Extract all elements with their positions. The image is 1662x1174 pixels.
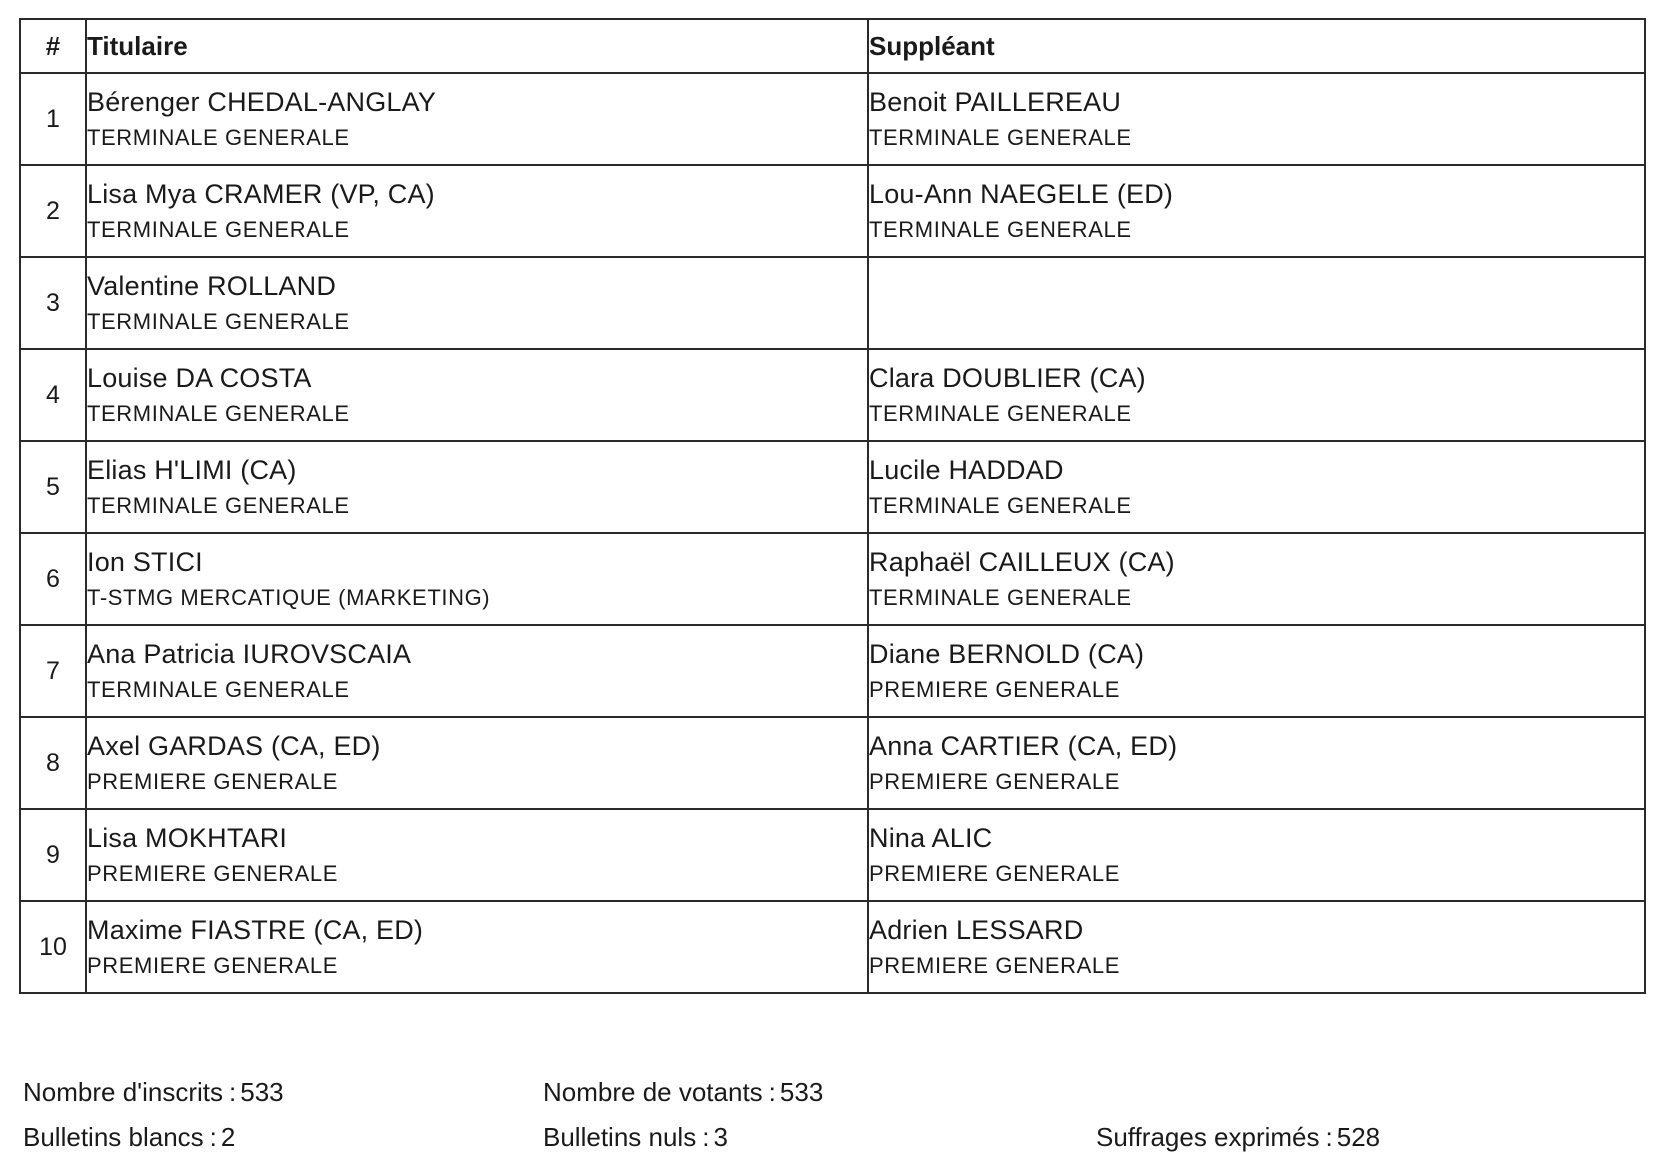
titulaire-class: T-STMG MERCATIQUE (MARKETING) — [87, 585, 491, 610]
suppleant-name: Diane BERNOLD (CA) — [869, 639, 1145, 669]
titulaire-class: PREMIERE GENERALE — [87, 953, 339, 978]
stat-inscrits-value: 533 — [240, 1077, 284, 1107]
suppleant-name: Lou-Ann NAEGELE (ED) — [869, 179, 1174, 209]
table-row — [20, 165, 1645, 257]
titulaire-name: Ana Patricia IUROVSCAIA — [87, 639, 412, 669]
suppleant-class: TERMINALE GENERALE — [869, 217, 1132, 242]
titulaire-cell — [86, 809, 868, 901]
suppleant-class: TERMINALE GENERALE — [869, 125, 1132, 150]
table-body — [20, 73, 1645, 993]
table-row — [20, 73, 1645, 165]
suppleant-cell — [868, 717, 1645, 809]
stat-nuls-label: Bulletins nuls — [543, 1122, 697, 1152]
titulaire-cell — [86, 717, 868, 809]
titulaire-name: Lisa MOKHTARI — [87, 823, 288, 853]
titulaire-cell — [86, 625, 868, 717]
suppleant-name: Lucile HADDAD — [869, 455, 1064, 485]
titulaire-cell — [86, 901, 868, 993]
titulaire-class: TERMINALE GENERALE — [87, 677, 350, 702]
suppleant-cell — [868, 73, 1645, 165]
titulaire-class: TERMINALE GENERALE — [87, 309, 350, 334]
stat-votants: Nombre de votants : 533 — [543, 1077, 824, 1107]
titulaire-class: TERMINALE GENERALE — [87, 401, 350, 426]
suppleant-name: Benoit PAILLEREAU — [869, 87, 1122, 117]
stat-inscrits: Nombre d'inscrits : 533 — [23, 1077, 284, 1107]
titulaire-name: Elias H'LIMI (CA) — [87, 455, 297, 485]
suppleant-cell — [868, 533, 1645, 625]
suppleant-name: Raphaël CAILLEUX (CA) — [869, 547, 1175, 577]
titulaire-class: TERMINALE GENERALE — [87, 493, 350, 518]
header-suppleant: Suppléant — [868, 19, 1645, 73]
table-row — [20, 441, 1645, 533]
table-header — [20, 19, 1645, 73]
titulaire-name: Lisa Mya CRAMER (VP, CA) — [87, 179, 435, 209]
row-number: 3 — [20, 257, 86, 349]
titulaire-name: Axel GARDAS (CA, ED) — [87, 731, 381, 761]
stat-blancs-value: 2 — [220, 1122, 236, 1152]
titulaire-cell — [86, 441, 868, 533]
suppleant-cell — [868, 441, 1645, 533]
table-row — [20, 809, 1645, 901]
candidates-table — [19, 18, 1646, 994]
stat-votants-label: Nombre de votants — [543, 1077, 763, 1107]
suppleant-cell — [868, 165, 1645, 257]
row-number: 10 — [20, 901, 86, 993]
table-row — [20, 625, 1645, 717]
table-row — [20, 349, 1645, 441]
row-number: 7 — [20, 625, 86, 717]
titulaire-cell — [86, 73, 868, 165]
titulaire-cell — [86, 349, 868, 441]
suppleant-cell — [868, 349, 1645, 441]
row-number: 2 — [20, 165, 86, 257]
suppleant-cell — [868, 257, 1645, 349]
table-header-row — [20, 19, 1645, 73]
row-number: 6 — [20, 533, 86, 625]
stat-nuls: Bulletins nuls : 3 — [543, 1122, 728, 1152]
stat-suffrages-label: Suffrages exprimés — [1096, 1122, 1320, 1152]
titulaire-cell — [86, 257, 868, 349]
table-row — [20, 533, 1645, 625]
table-row — [20, 257, 1645, 349]
titulaire-class: PREMIERE GENERALE — [87, 861, 339, 886]
suppleant-class: PREMIERE GENERALE — [869, 953, 1121, 978]
stat-votants-value: 533 — [779, 1077, 824, 1107]
suppleant-class: TERMINALE GENERALE — [869, 585, 1132, 610]
titulaire-class: PREMIERE GENERALE — [87, 769, 339, 794]
row-number: 1 — [20, 73, 86, 165]
titulaire-name: Louise DA COSTA — [87, 363, 312, 393]
titulaire-cell — [86, 165, 868, 257]
titulaire-name: Maxime FIASTRE (CA, ED) — [87, 915, 424, 945]
table-row — [20, 901, 1645, 993]
stat-inscrits-label: Nombre d'inscrits — [23, 1077, 224, 1107]
suppleant-cell — [868, 625, 1645, 717]
suppleant-name: Anna CARTIER (CA, ED) — [869, 731, 1178, 761]
stat-blancs-label: Bulletins blancs — [23, 1122, 204, 1152]
header-number: # — [20, 19, 86, 73]
suppleant-cell — [868, 809, 1645, 901]
titulaire-cell — [86, 533, 868, 625]
row-number: 4 — [20, 349, 86, 441]
stat-blancs: Bulletins blancs : 2 — [23, 1122, 236, 1152]
suppleant-class: PREMIERE GENERALE — [869, 861, 1121, 886]
suppleant-name: Nina ALIC — [869, 823, 993, 853]
suppleant-class: TERMINALE GENERALE — [869, 493, 1132, 518]
titulaire-name: Bérenger CHEDAL-ANGLAY — [87, 87, 437, 117]
stat-nuls-value: 3 — [713, 1122, 728, 1152]
header-titulaire: Titulaire — [86, 19, 868, 73]
stat-suffrages-value: 528 — [1336, 1122, 1381, 1152]
row-number: 8 — [20, 717, 86, 809]
suppleant-class: PREMIERE GENERALE — [869, 677, 1121, 702]
table-row — [20, 717, 1645, 809]
suppleant-name: Clara DOUBLIER (CA) — [869, 363, 1146, 393]
titulaire-name: Valentine ROLLAND — [87, 271, 337, 301]
titulaire-class: TERMINALE GENERALE — [87, 125, 350, 150]
row-number: 5 — [20, 441, 86, 533]
suppleant-name: Adrien LESSARD — [869, 915, 1084, 945]
stat-suffrages: Suffrages exprimés : 528 — [1096, 1122, 1381, 1152]
titulaire-class: TERMINALE GENERALE — [87, 217, 350, 242]
suppleant-class: TERMINALE GENERALE — [869, 401, 1132, 426]
suppleant-class: PREMIERE GENERALE — [869, 769, 1121, 794]
suppleant-cell — [868, 901, 1645, 993]
row-number: 9 — [20, 809, 86, 901]
titulaire-name: Ion STICI — [87, 547, 203, 577]
